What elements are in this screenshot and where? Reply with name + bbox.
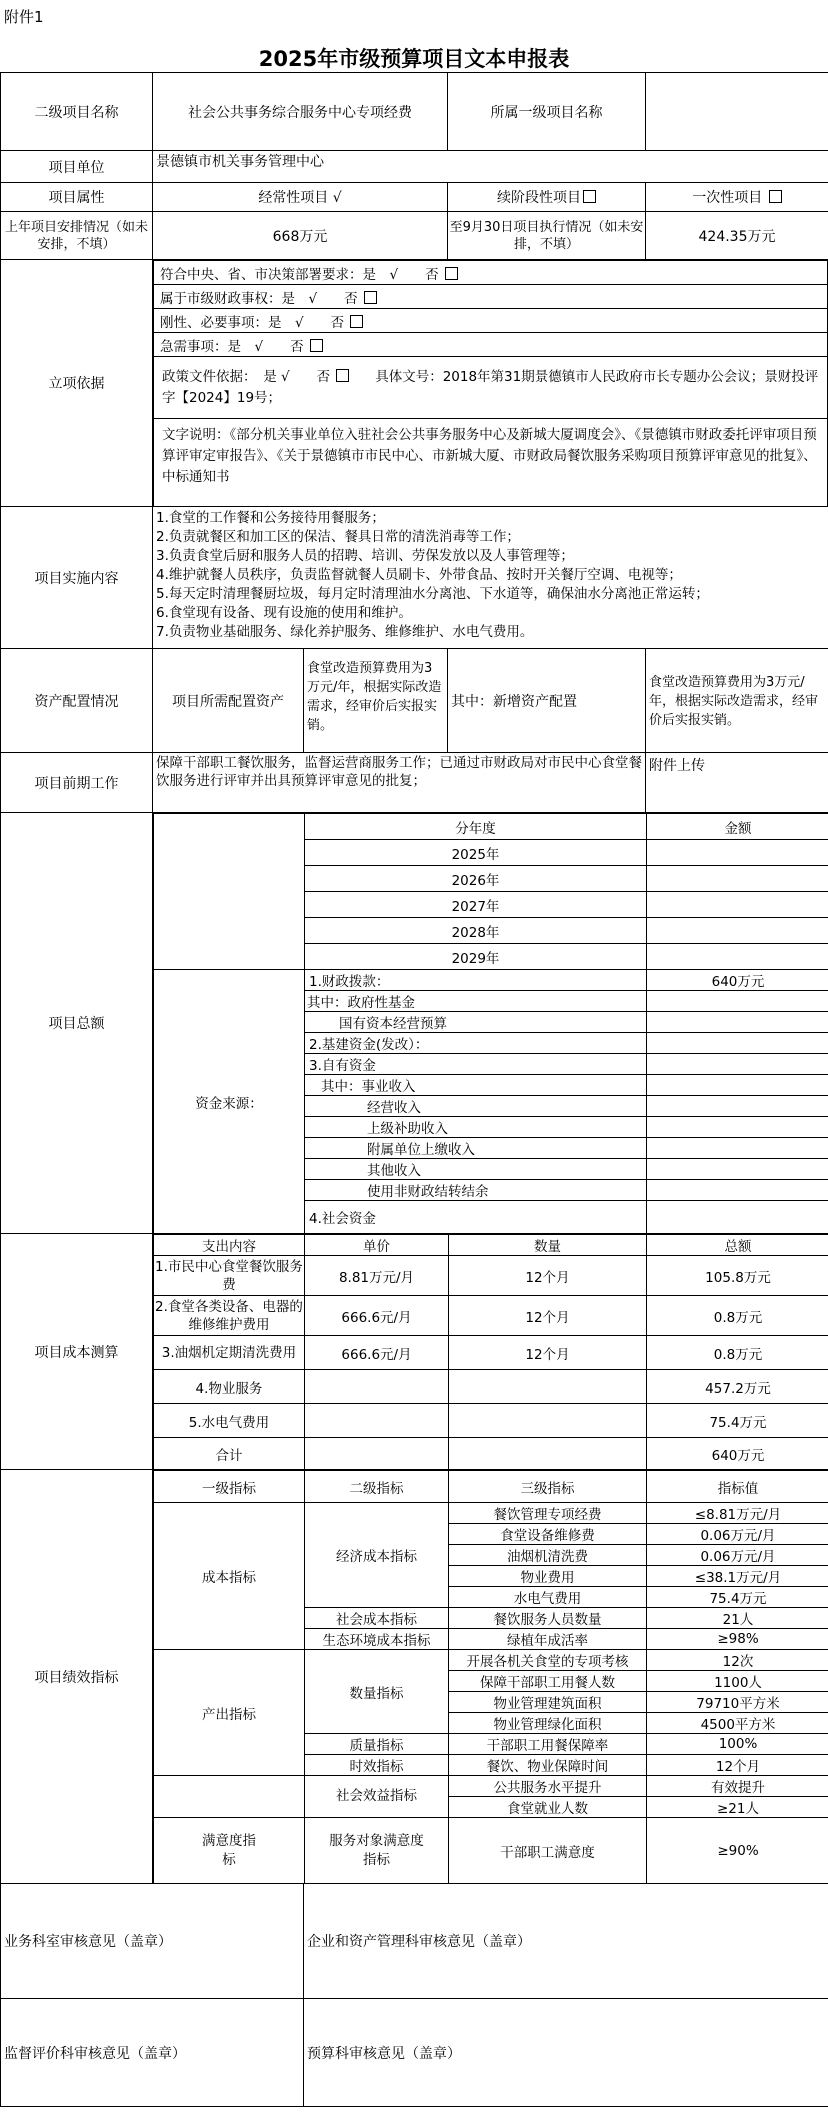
perf-value: 4500平方米 [647, 1713, 828, 1734]
cost-unit-price [305, 1438, 449, 1470]
perf-level3: 水电气费用 [449, 1587, 647, 1608]
basis-line-4: 急需事项：是 √ 否 [160, 338, 304, 355]
last-year-label: 上年项目安排情况（如未安排，不填） [1, 212, 153, 260]
perf-value: 0.06万元/月 [647, 1545, 828, 1566]
table-row [154, 1256, 828, 1296]
performance-label: 项目绩效指标 [1, 1470, 153, 1884]
perf-level2: 质量指标 [305, 1734, 449, 1755]
implementation-label: 项目实施内容 [1, 507, 153, 649]
perf-header: 指标值 [647, 1471, 828, 1503]
perf-value: ≥21人 [647, 1797, 828, 1818]
fund-row: 3.自有资金 [305, 1054, 647, 1075]
cost-quantity: 12个月 [449, 1336, 647, 1370]
review-dept: 业务科室审核意见（盖章） [1, 1884, 304, 1999]
preliminary-label: 项目前期工作 [1, 753, 153, 813]
fund-amount: 640万元 [647, 970, 828, 991]
perf-level2: 社会成本指标 [305, 1608, 449, 1629]
perf-level2: 社会效益指标 [305, 1776, 449, 1818]
perf-level3: 食堂就业人数 [449, 1797, 647, 1818]
perf-level2: 时效指标 [305, 1755, 449, 1776]
review-supervise: 监督评价科审核意见（盖章） [1, 1999, 304, 2107]
assets-need-value: 食堂改造预算费用为3万元/年，根据实际改造需求，经审价后实报实销。 [304, 649, 448, 753]
basis-line-1: 符合中央、省、市决策部署要求：是 √ 否 [160, 266, 439, 283]
perf-level3: 物业费用 [449, 1566, 647, 1587]
checkbox-icon [445, 267, 458, 280]
basis-content [153, 260, 828, 507]
fund-row: 1.财政拨款： [305, 970, 647, 991]
perf-value: ≥90% [647, 1818, 828, 1884]
year-amount [647, 892, 828, 918]
cost-unit-price: 8.81万元/月 [305, 1256, 449, 1296]
attr-continuing [448, 183, 646, 212]
policy-file: 政策文件依据： 是 √ 否 [162, 368, 331, 385]
preliminary-attachment: 附件上传 [646, 753, 828, 813]
fund-row: 经营收入 [305, 1096, 647, 1117]
year-row: 2028年 [305, 918, 647, 944]
cost-quantity [449, 1370, 647, 1404]
perf-value: 有效提升 [647, 1776, 828, 1797]
cost-total: 640万元 [647, 1438, 828, 1470]
implementation-item: 5.每天定时清理餐厨垃圾，每月定时清理油水分离池、下水道等，确保油水分离池正常运转； [156, 586, 709, 602]
cost-total: 105.8万元 [647, 1256, 828, 1296]
perf-level3: 物业管理建筑面积 [449, 1692, 647, 1713]
perf-level3: 干部职工满意度 [449, 1818, 647, 1884]
basis-line-2: 属于市级财政事权：是 √ 否 [160, 290, 358, 307]
year-row: 2027年 [305, 892, 647, 918]
attr-regular: 经常性项目 √ [153, 183, 448, 212]
perf-header: 二级指标 [305, 1471, 449, 1503]
col-amount: 金额 [647, 814, 828, 840]
page-title: 2025年市级预算项目文本申报表 [258, 47, 570, 71]
fund-amount [647, 1033, 828, 1054]
total-content [153, 813, 828, 1234]
cost-item: 5.水电气费用 [154, 1404, 305, 1438]
cost-content [153, 1234, 828, 1470]
annex-label: 附件1 [4, 8, 44, 26]
cost-header: 支出内容 [154, 1235, 305, 1256]
cost-header: 单价 [305, 1235, 449, 1256]
cost-unit-price [305, 1370, 449, 1404]
fund-row: 使用非财政结转结余 [305, 1180, 647, 1201]
perf-header: 三级指标 [449, 1471, 647, 1503]
level1-name-label: 所属一级项目名称 [448, 73, 646, 151]
sep30-value: 424.35万元 [646, 212, 828, 260]
checkbox-icon [769, 190, 782, 203]
implementation-item: 7.负责物业基础服务、绿化养护服务、维修维护、水电气费用。 [156, 624, 534, 640]
checkbox-icon [310, 339, 323, 352]
basis-text-note: 文字说明：《部分机关事业单位入驻社会公共事务服务中心及新城大厦调度会》、《景德镇市财政委托评审项目预算评审定审报告》、《关于景德镇市市民中心、市新城大厦、市财政局餐饮服务采购项目预算评审意见的批复》、中标通知书 [154, 419, 828, 507]
sep30-label: 至9月30日项目执行情况（如未安排，不填） [448, 212, 646, 260]
perf-level2: 生态环境成本指标 [305, 1629, 449, 1650]
perf-value: ≤8.81万元/月 [647, 1503, 828, 1524]
unit-label: 项目单位 [1, 151, 153, 183]
perf-value: 1100人 [647, 1671, 828, 1692]
attr-onetime-text: 一次性项目 [692, 190, 763, 206]
last-year-value: 668万元 [153, 212, 448, 260]
implementation-content [153, 507, 828, 649]
table-row [154, 1404, 828, 1438]
table-row [154, 1438, 828, 1470]
fund-amount [647, 1096, 828, 1117]
application-form [0, 72, 828, 2107]
perf-level3: 物业管理绿化面积 [449, 1713, 647, 1734]
perf-header: 一级指标 [154, 1471, 305, 1503]
basis-line-3: 刚性、必要事项：是 √ 否 [160, 314, 345, 331]
col-year: 分年度 [305, 814, 647, 840]
table-row [154, 1336, 828, 1370]
perf-value: 100% [647, 1734, 828, 1755]
fund-amount [647, 1075, 828, 1096]
level2-name-label: 二级项目名称 [1, 73, 153, 151]
perf-level1: 满意度指标 [154, 1818, 305, 1884]
review-enterprise: 企业和资产管理科审核意见（盖章） [304, 1884, 828, 1999]
implementation-item: 4.维护就餐人员秩序，负责监督就餐人员刷卡、外带食品、按时开关餐厅空调、电视等； [156, 567, 682, 583]
year-row: 2029年 [305, 944, 647, 970]
perf-level3: 保障干部职工用餐人数 [449, 1671, 647, 1692]
fund-row: 其他收入 [305, 1159, 647, 1180]
cost-quantity: 12个月 [449, 1256, 647, 1296]
cost-unit-price [305, 1404, 449, 1438]
checkbox-icon [364, 291, 377, 304]
level1-name-value [646, 73, 828, 151]
checkbox-icon [336, 369, 349, 382]
implementation-item: 2.负责就餐区和加工区的保洁、餐具日常的清洗消毒等工作； [156, 529, 520, 545]
perf-level3: 开展各机关食堂的专项考核 [449, 1650, 647, 1671]
assets-need-label: 项目所需配置资产 [153, 649, 304, 753]
cost-item: 1.市民中心食堂餐饮服务费 [154, 1256, 305, 1296]
perf-value: 79710平方米 [647, 1692, 828, 1713]
fund-amount [647, 1054, 828, 1075]
total-label: 项目总额 [1, 813, 153, 1234]
funds-label: 资金来源： [154, 970, 305, 1234]
perf-level1 [154, 1776, 305, 1818]
fund-row: 2.基建资金(发改）： [305, 1033, 647, 1054]
implementation-item: 3.负责食堂后厨和服务人员的招聘、培训、劳保发放以及人事管理等； [156, 548, 574, 564]
performance-content [153, 1470, 828, 1884]
perf-level3: 食堂设备维修费 [449, 1524, 647, 1545]
perf-level3: 干部职工用餐保障率 [449, 1734, 647, 1755]
fund-row: 其中：政府性基金 [305, 991, 647, 1012]
cost-total: 0.8万元 [647, 1336, 828, 1370]
perf-level1: 产出指标 [154, 1650, 305, 1776]
perf-level2: 数量指标 [305, 1650, 449, 1734]
cost-item: 2.食堂各类设备、电器的维修维护费用 [154, 1296, 305, 1336]
basis-label: 立项依据 [1, 260, 153, 507]
table-row [154, 1370, 828, 1404]
implementation-item: 6.食堂现有设备、现有设施的使用和维护。 [156, 605, 412, 621]
table-row [154, 1296, 828, 1336]
assets-label: 资产配置情况 [1, 649, 153, 753]
year-row: 2025年 [305, 840, 647, 866]
unit-value: 景德镇市机关事务管理中心 [153, 151, 828, 183]
perf-level3: 油烟机清洗费 [449, 1545, 647, 1566]
fund-amount [647, 1159, 828, 1180]
checkbox-icon [583, 190, 596, 203]
year-amount [647, 866, 828, 892]
fund-row: 4.社会资金 [305, 1201, 647, 1234]
cost-quantity [449, 1404, 647, 1438]
level2-name-value: 社会公共事务综合服务中心专项经费 [153, 73, 448, 151]
cost-item: 3.油烟机定期清洗费用 [154, 1336, 305, 1370]
perf-level3: 公共服务水平提升 [449, 1776, 647, 1797]
cost-total: 75.4万元 [647, 1404, 828, 1438]
perf-value: ≥98% [647, 1629, 828, 1650]
cost-total: 0.8万元 [647, 1296, 828, 1336]
year-amount [647, 944, 828, 970]
fund-amount [647, 1180, 828, 1201]
assets-new-value: 食堂改造预算费用为3万元/年，根据实际改造需求，经审价后实报实销。 [646, 649, 828, 753]
fund-row: 附属单位上缴收入 [305, 1138, 647, 1159]
attr-label: 项目属性 [1, 183, 153, 212]
cost-item: 4.物业服务 [154, 1370, 305, 1404]
cost-label: 项目成本测算 [1, 1234, 153, 1470]
perf-value: 75.4万元 [647, 1587, 828, 1608]
review-budget: 预算科审核意见（盖章） [304, 1999, 828, 2107]
cost-header: 总额 [647, 1235, 828, 1256]
perf-value: 12次 [647, 1650, 828, 1671]
fund-amount [647, 1138, 828, 1159]
fund-amount [647, 1012, 828, 1033]
fund-amount [647, 1201, 828, 1234]
attr-onetime [646, 183, 828, 212]
perf-level3: 餐饮、物业保障时间 [449, 1755, 647, 1776]
perf-level3: 餐饮管理专项经费 [449, 1503, 647, 1524]
attr-continuing-text: 续阶段性项目 [497, 190, 581, 206]
fund-row: 上级补助收入 [305, 1117, 647, 1138]
perf-level2: 经济成本指标 [305, 1503, 449, 1608]
year-amount [647, 918, 828, 944]
perf-level3: 绿植年成活率 [449, 1629, 647, 1650]
cost-unit-price: 666.6元/月 [305, 1336, 449, 1370]
fund-row: 国有资本经营预算 [305, 1012, 647, 1033]
fund-amount [647, 1117, 828, 1138]
preliminary-text: 保障干部职工餐饮服务，监督运营商服务工作；已通过市财政局对市民中心食堂餐饮服务进行评审并出具预算评审意见的批复； [153, 753, 646, 813]
cost-header: 数量 [449, 1235, 647, 1256]
perf-level1: 成本指标 [154, 1503, 305, 1650]
cost-quantity: 12个月 [449, 1296, 647, 1336]
years-blank [154, 814, 305, 970]
perf-value: 12个月 [647, 1755, 828, 1776]
perf-level2: 服务对象满意度指标 [305, 1818, 449, 1884]
policy-doc-number: 具体文号：2018年第31期景德镇市人民政府市长专题办公会议；景财投评字【2024】19号； [162, 368, 819, 406]
cost-total: 457.2万元 [647, 1370, 828, 1404]
fund-row: 其中：事业收入 [305, 1075, 647, 1096]
perf-value: 0.06万元/月 [647, 1524, 828, 1545]
perf-value: 21人 [647, 1608, 828, 1629]
fund-amount [647, 991, 828, 1012]
year-row: 2026年 [305, 866, 647, 892]
cost-item: 合计 [154, 1438, 305, 1470]
implementation-item: 1.食堂的工作餐和公务接待用餐服务； [156, 510, 385, 526]
checkbox-icon [350, 315, 363, 328]
cost-unit-price: 666.6元/月 [305, 1296, 449, 1336]
perf-value: ≤38.1万元/月 [647, 1566, 828, 1587]
perf-level3: 餐饮服务人员数量 [449, 1608, 647, 1629]
assets-new-label: 其中：新增资产配置 [448, 649, 646, 753]
cost-quantity [449, 1438, 647, 1470]
year-amount [647, 840, 828, 866]
